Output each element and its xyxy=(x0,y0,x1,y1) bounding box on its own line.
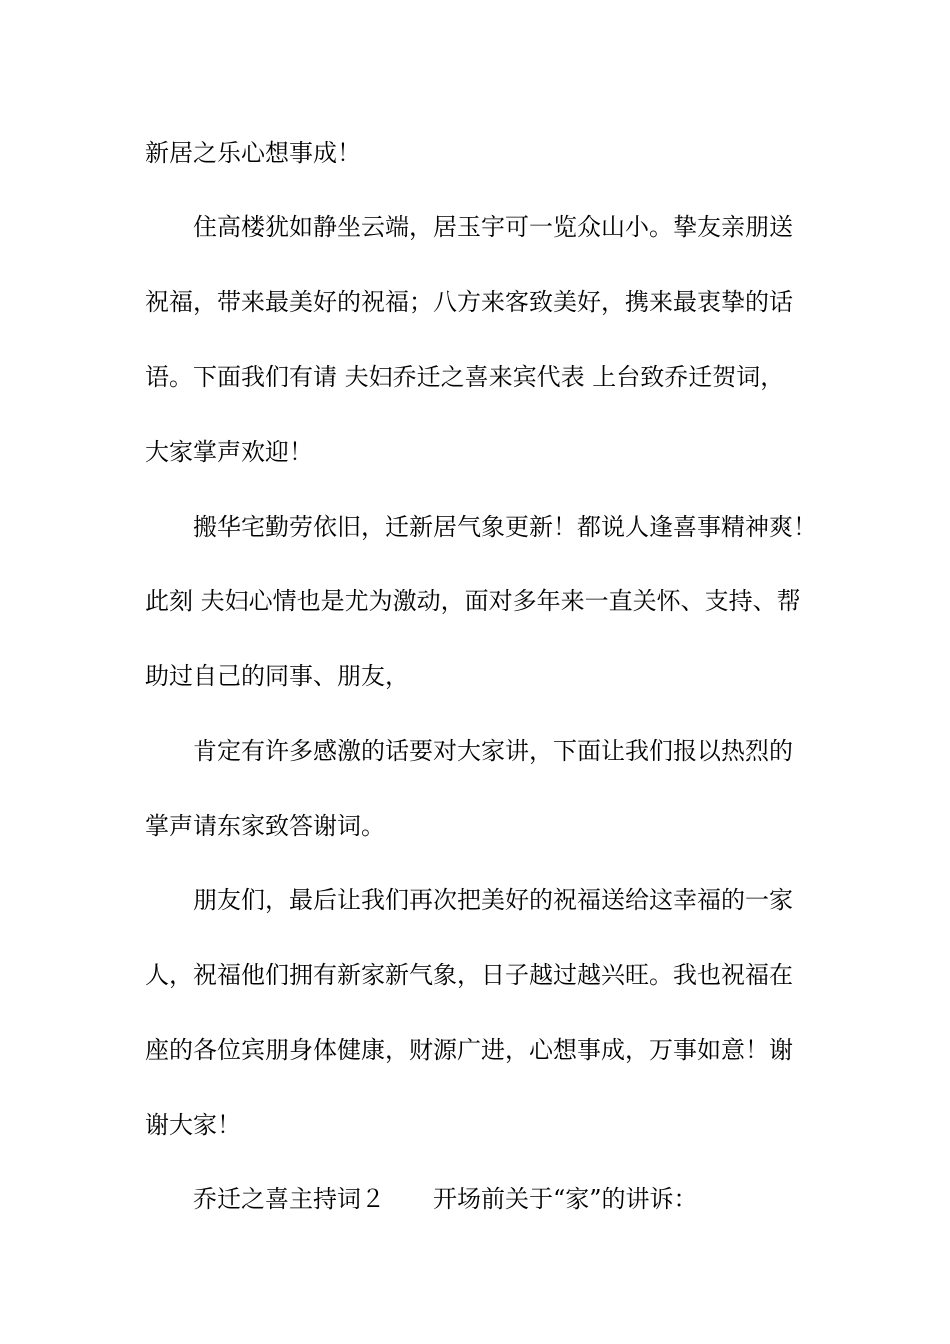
paragraph-start-line: 搬华宅勤劳依旧，迁新居气象更新！都说人逢喜事精神爽！ xyxy=(193,513,817,541)
paragraph-start-line: 肯定有许多感激的话要对大家讲，下面让我们报以热烈的 xyxy=(193,737,793,765)
text-line: 祝福，带来最美好的祝福；八方来客致美好，携来最衷挚的话 xyxy=(145,288,793,316)
paragraph-start-line: 住高楼犹如静坐云端，居玉宇可一览众山小。挚友亲朋送 xyxy=(193,213,793,241)
section-heading-line: 乔迁之喜主持词２ 开场前关于“家”的讲诉： xyxy=(193,1185,698,1213)
text-line: 助过自己的同事、朋友， xyxy=(145,662,409,690)
text-line: 语。下面我们有请 夫妇乔迁之喜来宾代表 上台致乔迁贺词， xyxy=(145,363,785,391)
text-line: 新居之乐心想事成！ xyxy=(145,139,361,167)
text-line: 掌声请东家致答谢词。 xyxy=(145,812,385,840)
paragraph-start-line: 朋友们，最后让我们再次把美好的祝福送给这幸福的一家 xyxy=(193,886,793,914)
text-line: 此刻 夫妇心情也是尤为激动，面对多年来一直关怀、支持、帮 xyxy=(145,587,801,615)
text-line: 大家掌声欢迎！ xyxy=(145,438,313,466)
text-line: 人，祝福他们拥有新家新气象，日子越过越兴旺。我也祝福在 xyxy=(145,961,793,989)
text-line: 谢大家！ xyxy=(145,1111,241,1139)
text-line: 座的各位宾朋身体健康，财源广进，心想事成，万事如意！谢 xyxy=(145,1036,793,1064)
